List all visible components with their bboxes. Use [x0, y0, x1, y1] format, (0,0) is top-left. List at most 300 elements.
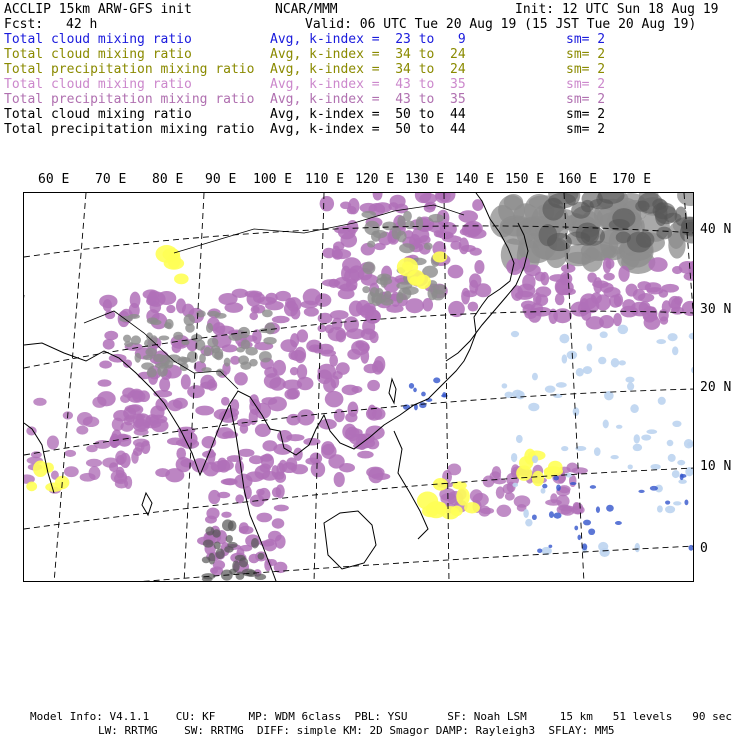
- cloud-blob: [590, 485, 596, 489]
- cloud-blob: [221, 479, 236, 485]
- cloud-blob: [275, 291, 291, 301]
- cloud-blob: [135, 353, 142, 363]
- model-info-line1: Model Info: V4.1.1 CU: KF MP: WDM 6class PBL: YSU SF: Noah LSM 15 km 51 levels 90 sec: [30, 710, 732, 723]
- lon-label: 90 E: [205, 172, 237, 187]
- cloud-blob: [562, 354, 568, 363]
- cloud-blob: [402, 261, 413, 270]
- cloud-blob: [199, 353, 206, 363]
- field-sm: sm= 2: [566, 107, 606, 122]
- cloud-blob: [185, 323, 195, 332]
- cloud-blob: [103, 339, 115, 350]
- lat-label: 20 N: [700, 380, 732, 395]
- cloud-blob: [118, 434, 132, 441]
- cloud-blob: [464, 502, 480, 513]
- cloud-blob: [542, 484, 547, 489]
- valid-time: Valid: 06 UTC Tue 20 Aug 19 (15 JST Tue 20 Aug 19): [305, 17, 697, 32]
- cloud-blob: [658, 397, 666, 405]
- cloud-blob: [76, 426, 88, 435]
- cloud-blob: [105, 310, 115, 319]
- cloud-blob: [357, 451, 374, 459]
- cloud-blob: [328, 454, 344, 468]
- cloud-blob: [522, 274, 535, 290]
- meridian-120e: [314, 193, 324, 582]
- fcst-value: 42 h: [66, 17, 98, 32]
- cloud-blob: [348, 198, 359, 214]
- cloud-blob: [64, 466, 79, 477]
- field-sm: sm= 2: [566, 77, 606, 92]
- cloud-blob: [47, 435, 59, 449]
- cloud-blob: [474, 260, 484, 274]
- cloud-blob: [26, 482, 37, 492]
- cloud-blob: [511, 331, 519, 337]
- cloud-blob: [349, 265, 365, 280]
- cloud-blob: [403, 211, 412, 222]
- cloud-blob: [297, 364, 307, 379]
- cloud-blob: [143, 355, 153, 360]
- cloud-blob: [456, 488, 470, 506]
- cloud-blob: [594, 447, 601, 456]
- cloud-blob: [272, 487, 281, 497]
- lon-label: 150 E: [505, 172, 545, 187]
- cloud-blob: [224, 302, 243, 312]
- field-sm: sm= 2: [566, 62, 606, 77]
- cloud-blob: [371, 292, 382, 306]
- cloud-blob: [580, 293, 597, 309]
- cloud-blob: [611, 358, 619, 367]
- cloud-blob: [650, 464, 660, 470]
- cloud-blob: [205, 527, 214, 536]
- cloud-field-layer: [24, 193, 694, 582]
- cloud-blob: [576, 368, 584, 377]
- cloud-blob: [619, 360, 626, 365]
- cloud-blob: [65, 450, 77, 457]
- lat-label: 10 N: [700, 459, 732, 474]
- lon-label: 80 E: [152, 172, 184, 187]
- cloud-blob: [691, 367, 694, 374]
- cloud-blob: [320, 196, 334, 211]
- cloud-blob: [173, 332, 183, 340]
- field-name: Total cloud mixing ratio: [4, 32, 192, 47]
- cloud-blob: [276, 463, 284, 477]
- cloud-blob: [262, 309, 273, 317]
- cloud-blob: [224, 358, 231, 367]
- cloud-blob: [330, 310, 349, 319]
- cloud-blob: [259, 351, 272, 362]
- cloud-blob: [45, 482, 63, 491]
- cloud-blob: [147, 291, 166, 306]
- cloud-blob: [424, 243, 433, 250]
- cloud-blob: [648, 257, 667, 272]
- cloud-blob: [463, 221, 482, 236]
- cloud-blob: [362, 286, 370, 293]
- cloud-blob: [131, 451, 138, 464]
- cloud-blob: [572, 467, 588, 474]
- cloud-blob: [571, 505, 585, 514]
- cloud-blob: [263, 539, 277, 552]
- cloud-blob: [362, 262, 375, 275]
- cloud-blob: [172, 342, 182, 353]
- cloud-blob: [240, 545, 253, 552]
- cloud-blob: [31, 451, 42, 458]
- cloud-blob: [311, 461, 325, 477]
- cloud-blob: [216, 369, 224, 377]
- cloud-blob: [208, 490, 220, 504]
- cloud-blob: [98, 379, 112, 386]
- cloud-blob: [265, 322, 276, 334]
- cloud-blob: [334, 472, 345, 487]
- cloud-blob: [222, 344, 238, 352]
- cloud-blob: [433, 377, 440, 383]
- cloud-blob: [497, 505, 512, 517]
- cloud-blob: [587, 343, 593, 351]
- cloud-blob: [203, 540, 214, 548]
- cloud-blob: [290, 350, 305, 361]
- meridian-180: [684, 193, 694, 582]
- cloud-blob: [258, 488, 270, 502]
- cloud-blob: [630, 404, 639, 413]
- coastline-taiwan: [389, 379, 396, 403]
- cloud-blob: [506, 258, 523, 275]
- cloud-blob: [635, 201, 649, 212]
- cloud-blob: [147, 317, 158, 324]
- cloud-blob: [366, 438, 379, 449]
- cloud-blob: [123, 359, 132, 367]
- cloud-blob: [532, 455, 538, 463]
- cloud-blob: [367, 241, 375, 248]
- cloud-blob: [251, 306, 260, 314]
- cloud-blob: [344, 316, 359, 332]
- cloud-blob: [581, 226, 605, 246]
- meridian-80e: [54, 193, 86, 582]
- cloud-blob: [321, 350, 336, 357]
- cloud-blob: [325, 391, 344, 407]
- cloud-blob: [416, 274, 431, 288]
- cloud-blob: [583, 366, 592, 374]
- cloud-blob: [641, 434, 651, 440]
- cloud-blob: [413, 388, 417, 393]
- cloud-blob: [556, 484, 561, 490]
- field-sm: sm= 2: [566, 122, 606, 137]
- cloud-blob: [548, 193, 576, 208]
- cloud-blob: [253, 293, 265, 303]
- cloud-blob: [588, 528, 595, 535]
- cloud-blob: [273, 444, 292, 455]
- cloud-blob: [377, 273, 391, 281]
- cloud-blob: [371, 231, 381, 242]
- cloud-blob: [549, 309, 558, 324]
- cloud-blob: [523, 509, 529, 518]
- field-sm: sm= 2: [566, 47, 606, 62]
- cloud-blob: [249, 409, 258, 425]
- cloud-blob: [263, 337, 276, 345]
- cloud-blob: [469, 248, 481, 256]
- cloud-blob: [164, 322, 172, 328]
- field-avg: Avg, k-index = 34 to 24: [270, 62, 466, 77]
- cloud-blob: [99, 361, 112, 369]
- cloud-blob: [483, 475, 495, 487]
- cloud-blob: [689, 332, 694, 339]
- cloud-blob: [176, 298, 186, 313]
- cloud-blob: [606, 259, 615, 270]
- lat-label: 40 N: [700, 222, 732, 237]
- cloud-blob: [428, 286, 438, 300]
- cloud-blob: [33, 398, 46, 406]
- cloud-blob: [332, 246, 341, 259]
- cloud-blob: [532, 514, 537, 520]
- cloud-blob: [610, 455, 618, 459]
- cloud-blob: [680, 473, 684, 480]
- cloud-blob: [405, 220, 415, 229]
- cloud-blob: [528, 403, 539, 412]
- cloud-blob: [214, 542, 221, 550]
- cloud-blob: [382, 222, 396, 231]
- cloud-blob: [656, 339, 666, 344]
- cloud-blob: [627, 232, 652, 253]
- cloud-blob: [672, 421, 681, 427]
- cloud-blob: [625, 377, 634, 383]
- cloud-blob: [665, 501, 670, 505]
- cloud-blob: [309, 344, 321, 351]
- cloud-blob: [255, 574, 267, 580]
- cloud-blob: [373, 193, 383, 201]
- field-avg: Avg, k-index = 43 to 35: [270, 92, 466, 107]
- cloud-blob: [577, 535, 581, 540]
- lon-label: 60 E: [38, 172, 70, 187]
- cloud-blob: [374, 356, 385, 373]
- cloud-blob: [478, 506, 490, 517]
- cloud-blob: [653, 202, 676, 219]
- cloud-blob: [458, 210, 478, 223]
- cloud-blob: [204, 347, 212, 356]
- cloud-blob: [668, 454, 676, 462]
- cloud-blob: [338, 225, 356, 239]
- cloud-blob: [668, 333, 678, 341]
- cloud-blob: [258, 553, 265, 560]
- cloud-blob: [600, 331, 608, 338]
- cloud-blob: [150, 405, 164, 419]
- cloud-blob: [132, 390, 142, 402]
- cloud-blob: [283, 379, 302, 389]
- cloud-blob: [317, 325, 326, 333]
- lon-label: 70 E: [95, 172, 127, 187]
- lon-label: 160 E: [558, 172, 598, 187]
- cloud-blob: [43, 463, 53, 473]
- cloud-blob: [573, 407, 580, 416]
- cloud-blob: [532, 471, 544, 486]
- cloud-blob: [643, 314, 658, 321]
- cloud-blob: [581, 308, 591, 320]
- cloud-blob: [265, 301, 284, 310]
- cloud-blob: [167, 354, 181, 362]
- cloud-blob: [512, 483, 518, 487]
- lat-label: 0: [700, 541, 708, 556]
- cloud-blob: [334, 409, 345, 422]
- cloud-blob: [545, 386, 556, 393]
- cloud-blob: [549, 511, 554, 518]
- cloud-blob: [535, 294, 548, 306]
- field-avg: Avg, k-index = 23 to 9: [270, 32, 466, 47]
- cloud-blob: [362, 319, 375, 335]
- cloud-blob: [342, 385, 359, 396]
- cloud-blob: [351, 340, 370, 355]
- cloud-blob: [115, 451, 127, 465]
- cloud-blob: [268, 396, 287, 411]
- lon-label: 170 E: [612, 172, 652, 187]
- cloud-blob: [234, 372, 248, 385]
- cloud-blob: [224, 546, 234, 553]
- model-title: ACCLIP 15km ARW-GFS init: [4, 2, 192, 17]
- cloud-blob: [521, 300, 536, 309]
- cloud-blob: [399, 243, 415, 253]
- cloud-blob: [633, 444, 642, 451]
- cloud-blob: [242, 569, 256, 577]
- cloud-blob: [202, 436, 217, 449]
- org-label: NCAR/MMM: [275, 2, 338, 17]
- cloud-blob: [240, 361, 251, 369]
- lon-label: 110 E: [305, 172, 345, 187]
- cloud-blob: [166, 305, 175, 313]
- field-name: Total precipitation mixing ratio: [4, 92, 255, 107]
- lon-label: 130 E: [405, 172, 445, 187]
- cloud-blob: [544, 466, 563, 476]
- cloud-blob: [251, 538, 259, 548]
- cloud-blob: [366, 467, 384, 478]
- cloud-blob: [416, 217, 423, 231]
- cloud-blob: [226, 535, 233, 543]
- cloud-blob: [206, 508, 219, 520]
- cloud-blob: [123, 416, 134, 426]
- cloud-blob: [634, 434, 640, 443]
- cloud-blob: [92, 397, 106, 408]
- field-avg: Avg, k-index = 50 to 44: [270, 107, 466, 122]
- cloud-blob: [535, 272, 546, 282]
- cloud-blob: [304, 307, 319, 317]
- cloud-blob: [141, 362, 154, 369]
- field-avg: Avg, k-index = 50 to 44: [270, 122, 466, 137]
- cloud-blob: [249, 312, 258, 320]
- cloud-blob: [541, 488, 546, 494]
- cloud-blob: [264, 373, 281, 389]
- cloud-blob: [661, 284, 679, 293]
- cloud-blob: [614, 294, 623, 307]
- cloud-blob: [516, 435, 523, 443]
- cloud-blob: [618, 266, 629, 282]
- cloud-blob: [200, 382, 216, 389]
- cloud-blob: [672, 346, 678, 355]
- cloud-blob: [328, 327, 346, 342]
- cloud-blob: [656, 227, 672, 240]
- init-time: Init: 12 UTC Sun 18 Aug 19: [515, 2, 719, 17]
- cloud-blob: [555, 278, 569, 295]
- lon-label: 140 E: [455, 172, 495, 187]
- cloud-blob: [615, 521, 622, 525]
- cloud-blob: [272, 316, 290, 323]
- cloud-blob: [459, 238, 469, 255]
- cloud-blob: [626, 284, 638, 297]
- cloud-blob: [181, 374, 191, 389]
- cloud-blob: [86, 445, 97, 452]
- cloud-blob: [123, 335, 131, 343]
- cloud-blob: [274, 505, 289, 512]
- cloud-blob: [448, 265, 464, 279]
- field-avg: Avg, k-index = 43 to 35: [270, 77, 466, 92]
- cloud-blob: [618, 325, 629, 335]
- cloud-blob: [502, 383, 508, 388]
- cloud-blob: [684, 500, 688, 506]
- cloud-blob: [77, 412, 93, 426]
- cloud-blob: [89, 466, 101, 480]
- cloud-blob: [214, 351, 223, 360]
- cloud-blob: [554, 512, 562, 518]
- cloud-blob: [99, 295, 117, 308]
- cloud-blob: [165, 468, 184, 482]
- cloud-blob: [345, 413, 357, 423]
- field-sm: sm= 2: [566, 92, 606, 107]
- cloud-blob: [260, 454, 273, 461]
- cloud-blob: [673, 501, 681, 505]
- cloud-blob: [678, 479, 686, 484]
- cloud-blob: [606, 505, 614, 512]
- cloud-blob: [570, 482, 577, 485]
- cloud-blob: [174, 273, 189, 284]
- coastline-borneo: [324, 511, 376, 569]
- cloud-blob: [525, 519, 532, 527]
- cloud-blob: [238, 449, 255, 457]
- cloud-blob: [593, 277, 602, 293]
- cloud-blob: [217, 460, 233, 471]
- cloud-blob: [367, 405, 376, 420]
- cloud-blob: [315, 293, 331, 306]
- cloud-blob: [176, 447, 186, 459]
- fcst-label: Fcst:: [4, 17, 44, 32]
- lon-label: 120 E: [355, 172, 395, 187]
- cloud-blob: [468, 302, 479, 312]
- cloud-blob: [334, 277, 351, 289]
- cloud-blob: [128, 314, 140, 319]
- field-name: Total cloud mixing ratio: [4, 47, 192, 62]
- coastline-sri-lanka: [142, 493, 152, 515]
- field-name: Total precipitation mixing ratio: [4, 62, 255, 77]
- cloud-blob: [532, 373, 538, 381]
- cloud-blob: [215, 325, 235, 334]
- cloud-blob: [241, 339, 251, 349]
- cloud-blob: [627, 382, 634, 390]
- cloud-blob: [638, 490, 644, 493]
- map-canvas: [24, 193, 694, 582]
- cloud-blob: [114, 473, 127, 484]
- cloud-blob: [221, 397, 230, 406]
- cloud-blob: [658, 309, 669, 321]
- field-sm: sm= 2: [566, 32, 606, 47]
- cloud-blob: [561, 446, 568, 451]
- cloud-blob: [505, 392, 514, 398]
- field-name: Total cloud mixing ratio: [4, 77, 192, 92]
- cloud-blob: [616, 425, 623, 429]
- cloud-blob: [195, 406, 214, 416]
- cloud-blob: [405, 298, 424, 313]
- cloud-blob: [277, 430, 292, 442]
- cloud-blob: [515, 291, 534, 300]
- cloud-blob: [156, 245, 178, 263]
- cloud-blob: [421, 392, 426, 397]
- cloud-blob: [635, 543, 640, 552]
- cloud-blob: [273, 360, 286, 376]
- cloud-blob: [638, 293, 654, 302]
- cloud-blob: [417, 492, 438, 510]
- cloud-blob: [402, 286, 419, 295]
- cloud-blob: [537, 548, 542, 553]
- cloud-blob: [235, 460, 244, 474]
